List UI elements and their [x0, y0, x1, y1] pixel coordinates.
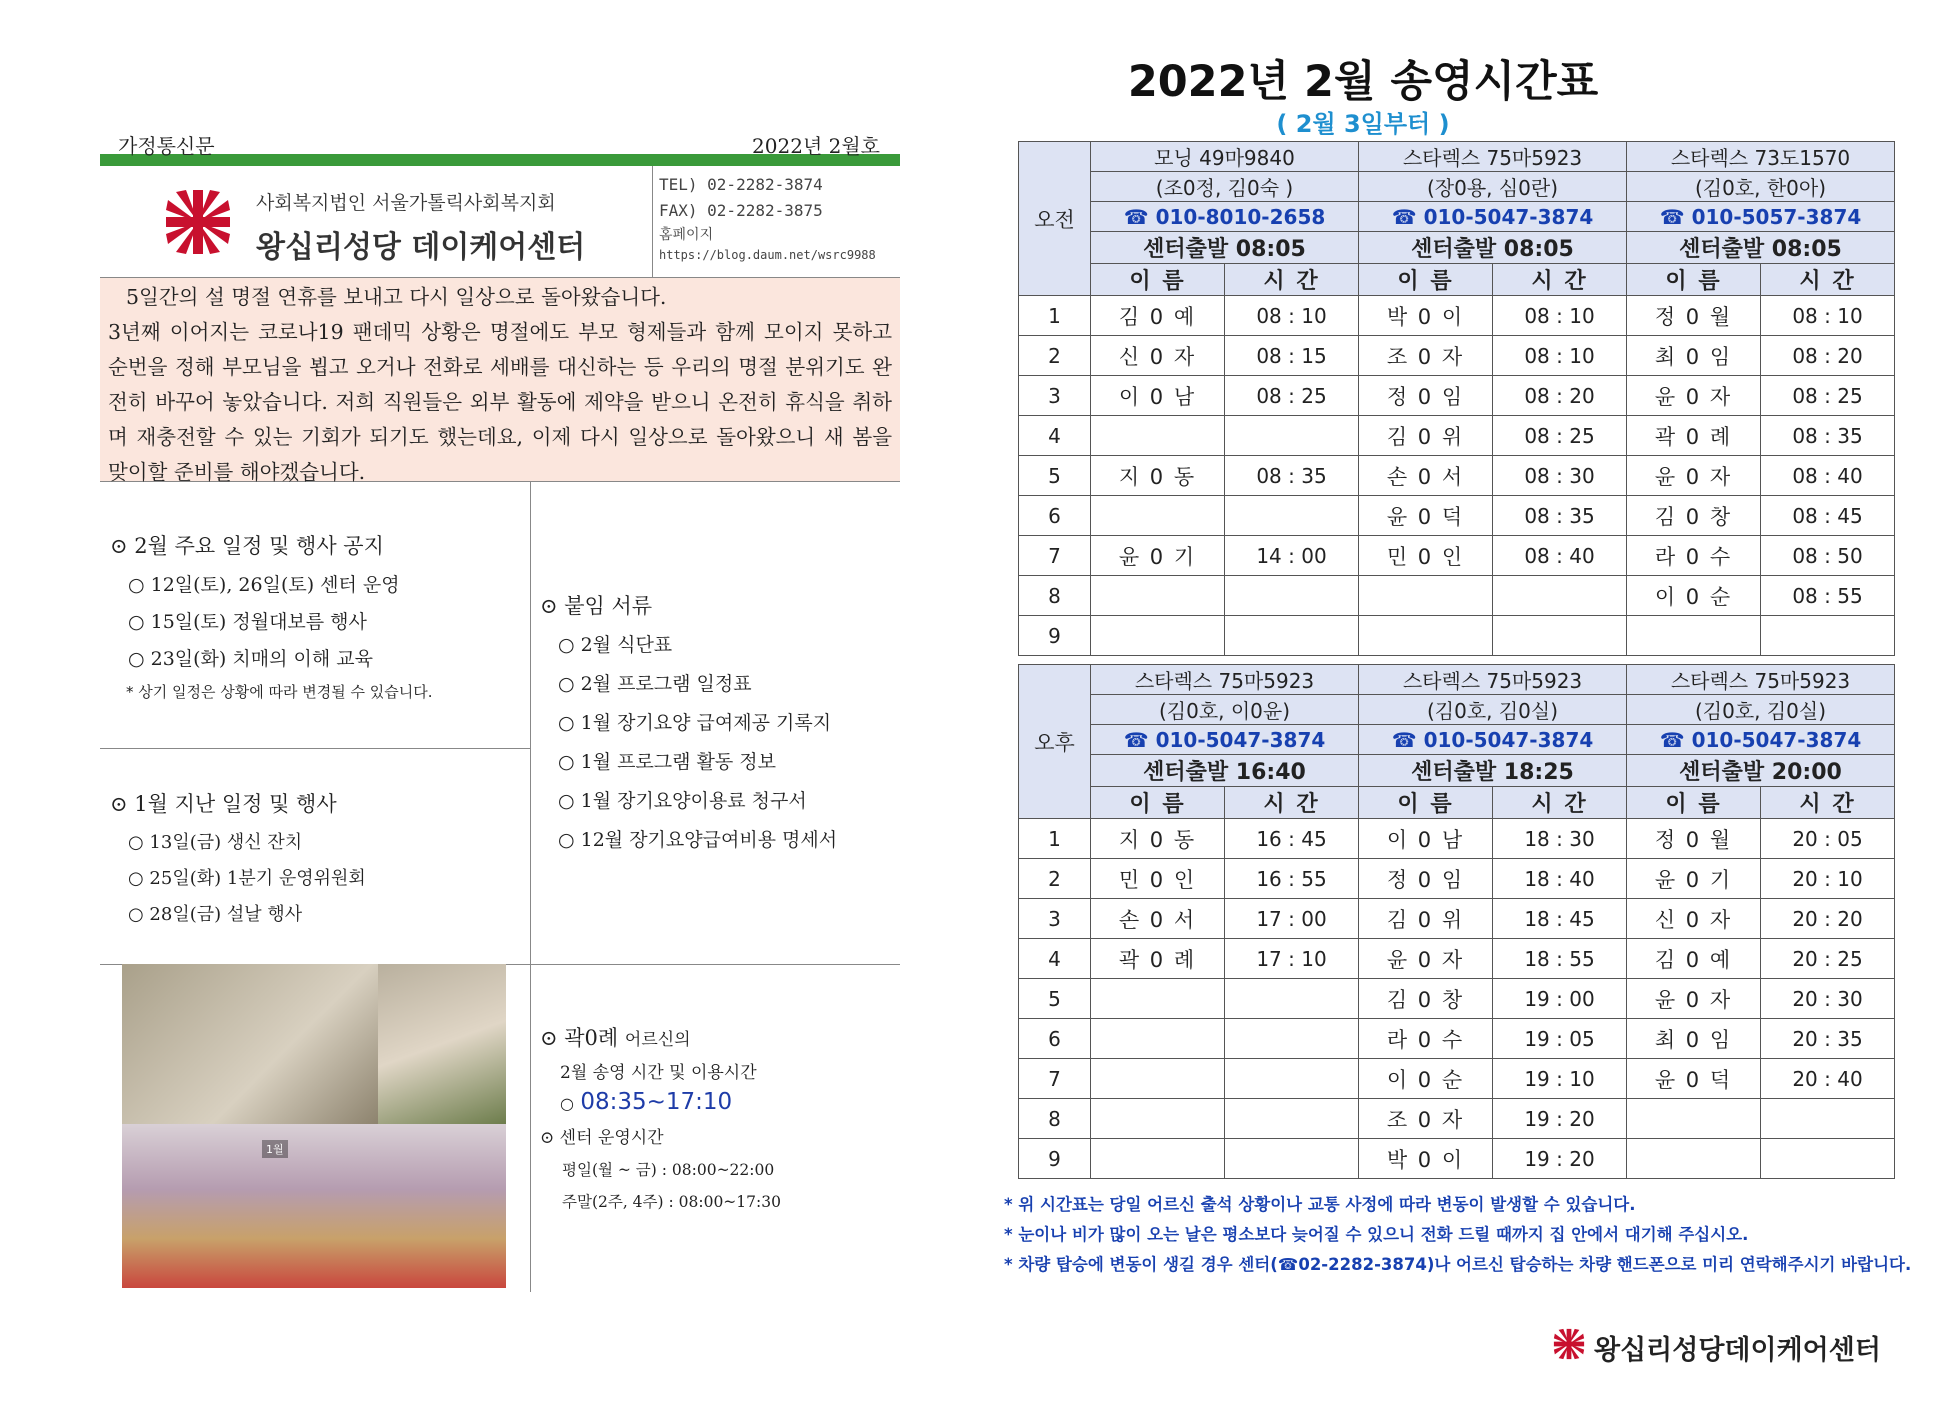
vehicle-tel: ☎ 010-5057-3874: [1627, 202, 1895, 232]
passenger-name: 라 0 수: [1359, 1019, 1493, 1059]
pickup-time: 20 : 10: [1761, 859, 1895, 899]
passenger-name: 윤 0 자: [1627, 376, 1761, 416]
intro-line-1: 5일간의 설 명절 연휴를 보내고 다시 일상으로 돌아왔습니다.: [126, 285, 667, 309]
passenger-name: 이 0 남: [1359, 819, 1493, 859]
passenger-name: 박 0 이: [1359, 296, 1493, 336]
vehicle-depart: 센터출발 08:05: [1091, 232, 1359, 264]
vehicle-depart: 센터출발 08:05: [1627, 232, 1895, 264]
attachment-item: ○ 2월 프로그램 일정표: [558, 673, 752, 695]
pickup-time: 08 : 10: [1761, 296, 1895, 336]
passenger-name: 정 0 월: [1627, 296, 1761, 336]
org-block: [100, 166, 900, 278]
table-row: [1019, 576, 1895, 616]
pickup-time: [1225, 416, 1359, 456]
pickup-time: 08 : 35: [1493, 496, 1627, 536]
photo-new-year-party: [122, 1124, 506, 1288]
row-number: 2: [1019, 336, 1091, 376]
contact-info: [652, 166, 900, 278]
passenger-name: 윤 0 덕: [1627, 1059, 1761, 1099]
pickup-time: 08 : 35: [1761, 416, 1895, 456]
pickup-time: [1225, 616, 1359, 656]
pickup-time: 08 : 40: [1761, 456, 1895, 496]
passenger-name: [1627, 616, 1761, 656]
passenger-name: 김 0 예: [1091, 296, 1225, 336]
homepage-link[interactable]: https://blog.daum.net/wsrc9988: [659, 248, 876, 262]
row-number: 3: [1019, 899, 1091, 939]
passenger-name: 곽 0 례: [1627, 416, 1761, 456]
personal-section: [540, 1022, 890, 1212]
vehicle-staff: (김0호, 김0실): [1359, 695, 1627, 725]
pickup-time: 08 : 10: [1493, 336, 1627, 376]
session-label: 오후: [1019, 665, 1091, 819]
section-divider-vertical: [530, 482, 531, 1292]
org-subtitle: 사회복지법인 서울가톨릭사회복지회: [256, 192, 556, 214]
ops-weekend: 주말(2주, 4주) : 08:00~17:30: [562, 1193, 781, 1211]
table-row: [1019, 1099, 1895, 1139]
passenger-name: 신 0 자: [1627, 899, 1761, 939]
attachments-title: ⊙ 붙임 서류: [540, 594, 653, 618]
vehicle-tel: ☎ 010-5047-3874: [1359, 202, 1627, 232]
passenger-name: 지 0 동: [1091, 456, 1225, 496]
col-header-time: 시 간: [1225, 264, 1359, 296]
passenger-name: 김 0 창: [1359, 979, 1493, 1019]
row-number: 7: [1019, 1059, 1091, 1099]
attachment-item: ○ 1월 장기요양 급여제공 기록지: [558, 712, 832, 734]
passenger-name: 최 0 임: [1627, 336, 1761, 376]
vehicle-vehicle: 스타렉스 73도1570: [1627, 142, 1895, 172]
newsletter-page: [100, 128, 900, 1282]
passenger-name: 정 0 월: [1627, 819, 1761, 859]
passenger-name: 윤 0 덕: [1359, 496, 1493, 536]
schedule-subtitle: ( 2월 3일부터 ): [1276, 110, 1450, 138]
attachment-item: ○ 2월 식단표: [558, 634, 673, 656]
table-row: [1019, 336, 1895, 376]
pickup-time: 16 : 45: [1225, 819, 1359, 859]
passenger-name: 조 0 자: [1359, 336, 1493, 376]
pickup-time: 08 : 55: [1761, 576, 1895, 616]
row-number: 4: [1019, 416, 1091, 456]
attachment-item: ○ 1월 장기요양이용료 청구서: [558, 790, 807, 812]
passenger-name: [1091, 979, 1225, 1019]
footer-logo-icon: [1552, 1327, 1586, 1361]
fax-text: FAX) 02-2282-3875: [659, 201, 823, 220]
col-header-name: 이 름: [1359, 264, 1493, 296]
pickup-time: 19 : 00: [1493, 979, 1627, 1019]
photo-label: 1월: [262, 1140, 288, 1158]
table-row: [1019, 416, 1895, 456]
row-number: 5: [1019, 979, 1091, 1019]
row-number: 1: [1019, 819, 1091, 859]
vehicle-staff: (김0호, 한0아): [1627, 172, 1895, 202]
row-number: 7: [1019, 536, 1091, 576]
personal-title-name: ⊙ 곽0례: [540, 1026, 619, 1050]
row-number: 4: [1019, 939, 1091, 979]
org-name: 왕십리성당 데이케어센터: [256, 230, 586, 265]
pickup-time: 16 : 55: [1225, 859, 1359, 899]
row-number: 9: [1019, 616, 1091, 656]
attachment-item: ○ 1월 프로그램 활동 정보: [558, 751, 777, 773]
attachments-section: [540, 590, 890, 864]
passenger-name: [1359, 616, 1493, 656]
footer-brand: 왕십리성당데이케어센터: [1594, 1335, 1881, 1366]
row-number: 2: [1019, 859, 1091, 899]
table-row: [1019, 376, 1895, 416]
personal-title-suffix: 어르신의: [624, 1030, 691, 1050]
passenger-name: [1091, 496, 1225, 536]
col-header-name: 이 름: [1091, 264, 1225, 296]
row-number: 6: [1019, 1019, 1091, 1059]
pickup-time: 08 : 35: [1225, 456, 1359, 496]
pickup-time: 19 : 05: [1493, 1019, 1627, 1059]
passenger-name: 라 0 수: [1627, 536, 1761, 576]
feb-schedule-item: ○ 15일(토) 정월대보름 행사: [128, 611, 367, 633]
newsletter-header: [100, 128, 900, 158]
pickup-time: [1225, 1019, 1359, 1059]
jan-events-section: [110, 788, 520, 936]
note-item: * 눈이나 비가 많이 오는 날은 평소보다 늦어질 수 있으니 전화 드릴 때까지 집 안에서 대기해 주십시오.: [1004, 1225, 1749, 1244]
vehicle-tel: ☎ 010-8010-2658: [1091, 202, 1359, 232]
passenger-name: [1091, 1019, 1225, 1059]
passenger-name: 이 0 순: [1359, 1059, 1493, 1099]
passenger-name: [1091, 1059, 1225, 1099]
pickup-time: [1225, 1099, 1359, 1139]
newsletter-type: 가정통신문: [118, 134, 215, 158]
table-row: [1019, 536, 1895, 576]
passenger-name: 정 0 임: [1359, 859, 1493, 899]
pickup-time: 08 : 20: [1761, 336, 1895, 376]
pickup-time: [1225, 979, 1359, 1019]
col-header-time: 시 간: [1225, 787, 1359, 819]
pickup-time: 20 : 35: [1761, 1019, 1895, 1059]
pickup-time: 18 : 45: [1493, 899, 1627, 939]
passenger-name: [1091, 416, 1225, 456]
vehicle-tel: ☎ 010-5047-3874: [1627, 725, 1895, 755]
vehicle-staff: (김0호, 김0실): [1627, 695, 1895, 725]
homepage-label: 홈페이지: [659, 227, 714, 243]
pickup-time: 20 : 05: [1761, 819, 1895, 859]
passenger-name: 조 0 자: [1359, 1099, 1493, 1139]
jan-event-item: ○ 25일(화) 1분기 운영위원회: [128, 868, 366, 889]
passenger-name: 박 0 이: [1359, 1139, 1493, 1179]
personal-time-row: [540, 1089, 890, 1115]
passenger-name: 이 0 남: [1091, 376, 1225, 416]
photo-crafts: [122, 964, 378, 1124]
col-header-time: 시 간: [1761, 264, 1895, 296]
pickup-time: 19 : 20: [1493, 1099, 1627, 1139]
jan-events-title: ⊙ 1월 지난 일정 및 행사: [110, 792, 337, 816]
newsletter-sections: [100, 482, 900, 1282]
table-row: [1019, 859, 1895, 899]
col-header-time: 시 간: [1761, 787, 1895, 819]
table-row: [1019, 899, 1895, 939]
passenger-name: 손 0 서: [1359, 456, 1493, 496]
pickup-time: 18 : 40: [1493, 859, 1627, 899]
vehicle-tel: ☎ 010-5047-3874: [1359, 725, 1627, 755]
col-header-name: 이 름: [1091, 787, 1225, 819]
passenger-name: 정 0 임: [1359, 376, 1493, 416]
table-row: [1019, 979, 1895, 1019]
jan-event-item: ○ 13일(금) 생신 잔치: [128, 832, 303, 853]
pickup-time: 19 : 20: [1493, 1139, 1627, 1179]
time-circle: ○: [560, 1094, 574, 1113]
pickup-time: 08 : 25: [1761, 376, 1895, 416]
passenger-name: 김 0 창: [1627, 496, 1761, 536]
col-header-name: 이 름: [1359, 787, 1493, 819]
passenger-name: [1091, 616, 1225, 656]
tel-text: TEL) 02-2282-3874: [659, 175, 823, 194]
pickup-time: [1761, 1139, 1895, 1179]
passenger-name: 이 0 순: [1627, 576, 1761, 616]
pickup-time: 08 : 25: [1493, 416, 1627, 456]
vehicle-vehicle: 스타렉스 75마5923: [1359, 142, 1627, 172]
activity-photo: [122, 964, 506, 1288]
row-number: 6: [1019, 496, 1091, 536]
passenger-name: 손 0 서: [1091, 899, 1225, 939]
feb-schedule-title: ⊙ 2월 주요 일정 및 행사 공지: [110, 534, 384, 558]
ops-weekday: 평일(월 ~ 금) : 08:00~22:00: [562, 1161, 775, 1179]
col-header-name: 이 름: [1627, 787, 1761, 819]
vehicle-vehicle: 스타렉스 75마5923: [1091, 665, 1359, 695]
pickup-time: 08 : 30: [1493, 456, 1627, 496]
passenger-name: 지 0 동: [1091, 819, 1225, 859]
pickup-time: 17 : 10: [1225, 939, 1359, 979]
vehicle-vehicle: 스타렉스 75마5923: [1359, 665, 1627, 695]
table-row: [1019, 1019, 1895, 1059]
col-header-time: 시 간: [1493, 787, 1627, 819]
jan-event-item: ○ 28일(금) 설날 행사: [128, 904, 303, 925]
passenger-name: 최 0 임: [1627, 1019, 1761, 1059]
passenger-name: [1627, 1139, 1761, 1179]
pickup-time: 08 : 10: [1493, 296, 1627, 336]
pickup-time: [1761, 616, 1895, 656]
newsletter-issue: 2022년 2월호: [752, 134, 880, 158]
passenger-name: 윤 0 기: [1091, 536, 1225, 576]
pickup-time: 08 : 25: [1225, 376, 1359, 416]
pickup-time: [1493, 616, 1627, 656]
passenger-name: 윤 0 자: [1359, 939, 1493, 979]
pickup-time: 08 : 50: [1761, 536, 1895, 576]
morning-schedule-table: [1018, 141, 1895, 656]
pickup-time: [1225, 496, 1359, 536]
pickup-time: 17 : 00: [1225, 899, 1359, 939]
pickup-time: [1225, 1139, 1359, 1179]
pickup-time: [1493, 576, 1627, 616]
passenger-name: [1359, 576, 1493, 616]
pickup-time: 08 : 10: [1225, 296, 1359, 336]
personal-subtitle: 2월 송영 시간 및 이용시간: [560, 1063, 757, 1083]
note-item: * 차량 탑승에 변동이 생길 경우 센터(☎02-2282-3874)나 어르신 탑승하는 차량 핸드폰으로 미리 연락해주시기 바랍니다.: [1004, 1255, 1912, 1274]
pickup-time: 14 : 00: [1225, 536, 1359, 576]
table-row: [1019, 1139, 1895, 1179]
table-row: [1019, 496, 1895, 536]
table-row: [1019, 819, 1895, 859]
schedule-title: 2022년 2월 송영시간표: [1127, 57, 1599, 107]
passenger-name: 김 0 예: [1627, 939, 1761, 979]
row-number: 5: [1019, 456, 1091, 496]
passenger-name: [1091, 1139, 1225, 1179]
table-row: [1019, 616, 1895, 656]
feb-schedule-section: [110, 530, 520, 702]
table-row: [1019, 1059, 1895, 1099]
pickup-time: 18 : 30: [1493, 819, 1627, 859]
passenger-name: [1091, 1099, 1225, 1139]
passenger-name: 윤 0 자: [1627, 456, 1761, 496]
personal-time: 08:35~17:10: [580, 1089, 733, 1115]
row-number: 9: [1019, 1139, 1091, 1179]
attachment-item: ○ 12월 장기요양급여비용 명세서: [558, 829, 838, 851]
pickup-time: [1225, 1059, 1359, 1099]
feb-schedule-item: ○ 23일(화) 치매의 이해 교육: [128, 648, 373, 670]
vehicle-depart: 센터출발 16:40: [1091, 755, 1359, 787]
intro-message: [100, 278, 900, 482]
passenger-name: 민 0 인: [1091, 859, 1225, 899]
vehicle-staff: (김0호, 이0윤): [1091, 695, 1359, 725]
ops-title: ⊙ 센터 운영시간: [540, 1128, 664, 1148]
vehicle-depart: 센터출발 18:25: [1359, 755, 1627, 787]
afternoon-schedule-table: [1018, 664, 1895, 1179]
pickup-time: 08 : 20: [1493, 376, 1627, 416]
feb-schedule-note: * 상기 일정은 상황에 따라 변경될 수 있습니다.: [126, 683, 433, 701]
row-number: 8: [1019, 1099, 1091, 1139]
intro-line-2: 3년째 이어지는 코로나19 팬데믹 상황은 명절에도 부모 형제들과 함께 모이지 못하고 순번을 정해 부모님을 뵙고 오거나 전화로 세배를 대신하는 등 우리의 명절 분위기도 완전히 바꾸어 놓았습니다. 저희 직원들은 외부 활동에 제약을 받으니 온전히 휴식을 취하며 재충전할 수 있는 기회가 되기도 했는데요, 이제 다시 일상으로 돌아왔으니 새 봄을 맞이할 준비를 해야겠습니다.: [108, 320, 892, 484]
photo-planting: [378, 964, 506, 1124]
passenger-name: 김 0 위: [1359, 416, 1493, 456]
pickup-time: [1225, 576, 1359, 616]
passenger-name: 신 0 자: [1091, 336, 1225, 376]
pickup-time: 20 : 30: [1761, 979, 1895, 1019]
row-number: 3: [1019, 376, 1091, 416]
vehicle-staff: (조0정, 김0숙 ): [1091, 172, 1359, 202]
schedule-notes: [1004, 1190, 1934, 1280]
pickup-time: 08 : 15: [1225, 336, 1359, 376]
vehicle-depart: 센터출발 08:05: [1359, 232, 1627, 264]
col-header-time: 시 간: [1493, 264, 1627, 296]
table-row: [1019, 456, 1895, 496]
vehicle-depart: 센터출발 20:00: [1627, 755, 1895, 787]
passenger-name: [1091, 576, 1225, 616]
vehicle-vehicle: 스타렉스 75마5923: [1627, 665, 1895, 695]
caritas-logo-icon: [162, 186, 234, 258]
vehicle-tel: ☎ 010-5047-3874: [1091, 725, 1359, 755]
col-header-name: 이 름: [1627, 264, 1761, 296]
passenger-name: 김 0 위: [1359, 899, 1493, 939]
feb-schedule-item: ○ 12일(토), 26일(토) 센터 운영: [128, 574, 400, 596]
passenger-name: 윤 0 기: [1627, 859, 1761, 899]
passenger-name: [1627, 1099, 1761, 1139]
section-divider: [100, 748, 530, 749]
pickup-time: [1761, 1099, 1895, 1139]
pickup-time: 20 : 25: [1761, 939, 1895, 979]
passenger-name: 곽 0 례: [1091, 939, 1225, 979]
table-row: [1019, 939, 1895, 979]
pickup-time: 19 : 10: [1493, 1059, 1627, 1099]
pickup-time: 08 : 45: [1761, 496, 1895, 536]
vehicle-staff: (장0용, 심0란): [1359, 172, 1627, 202]
vehicle-vehicle: 모닝 49마9840: [1091, 142, 1359, 172]
row-number: 8: [1019, 576, 1091, 616]
table-row: [1019, 296, 1895, 336]
row-number: 1: [1019, 296, 1091, 336]
pickup-time: 08 : 40: [1493, 536, 1627, 576]
passenger-name: 윤 0 자: [1627, 979, 1761, 1019]
pickup-time: 20 : 40: [1761, 1059, 1895, 1099]
pickup-time: 20 : 20: [1761, 899, 1895, 939]
passenger-name: 민 0 인: [1359, 536, 1493, 576]
note-item: * 위 시간표는 당일 어르신 출석 상황이나 교통 사정에 따라 변동이 발생할 수 있습니다.: [1004, 1195, 1636, 1214]
session-label: 오전: [1019, 142, 1091, 296]
pickup-time: 18 : 55: [1493, 939, 1627, 979]
